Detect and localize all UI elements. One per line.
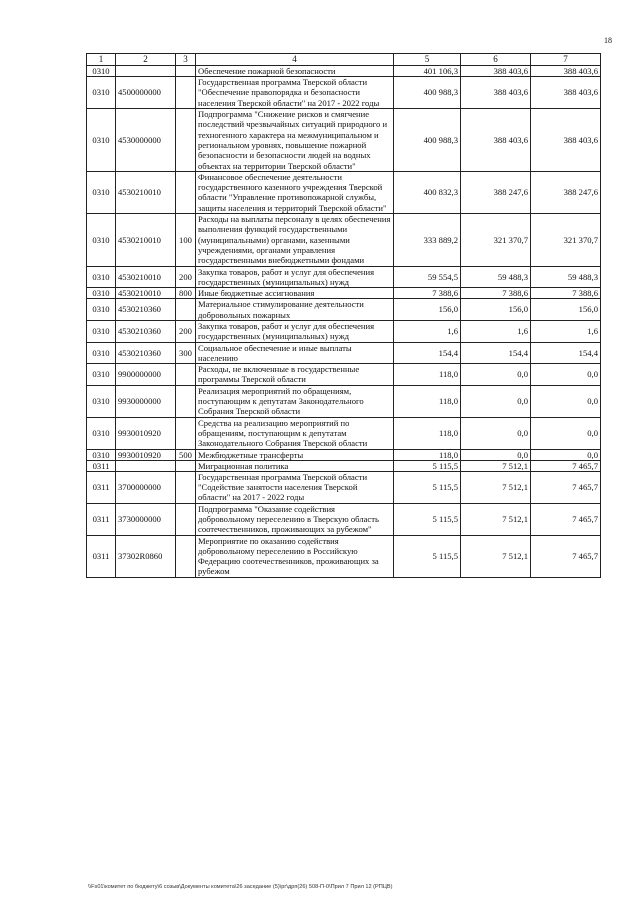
cell-section-code: 0310 (87, 449, 116, 460)
cell-name: Расходы, не включенные в государственные программы Тверской области (196, 364, 394, 386)
cell-amount-col6: 0,0 (461, 449, 531, 460)
cell-amount-col7: 388 403,6 (531, 66, 601, 77)
col-header-1: 1 (87, 54, 116, 66)
cell-section-code: 0310 (87, 299, 116, 321)
cell-expense-type: 800 (176, 288, 196, 299)
cell-amount-col6: 7 512,1 (461, 460, 531, 471)
cell-expense-type (176, 460, 196, 471)
table-row (87, 266, 601, 288)
cell-amount-col6: 388 403,6 (461, 66, 531, 77)
cell-amount-col7: 154,4 (531, 342, 601, 364)
cell-section-code: 0310 (87, 417, 116, 449)
cell-expense-type (176, 66, 196, 77)
cell-section-code: 0310 (87, 171, 116, 213)
cell-amount-col6: 7 512,1 (461, 471, 531, 503)
cell-amount-col7: 388 403,6 (531, 77, 601, 109)
table-row (87, 320, 601, 342)
cell-target-article: 4530210360 (116, 299, 176, 321)
cell-name: Государственная программа Тверской области "Обеспечение правопорядка и безопасности населения Тверской области" на 2017 - 2022 годы (196, 77, 394, 109)
cell-target-article (116, 66, 176, 77)
cell-amount-col7: 388 403,6 (531, 108, 601, 171)
table-row (87, 214, 601, 267)
cell-target-article: 9930000000 (116, 385, 176, 417)
cell-amount-col7: 0,0 (531, 417, 601, 449)
cell-target-article: 3700000000 (116, 471, 176, 503)
cell-target-article: 9930010920 (116, 449, 176, 460)
cell-name: Иные бюджетные ассигнования (196, 288, 394, 299)
cell-expense-type (176, 471, 196, 503)
budget-table (86, 53, 601, 578)
cell-expense-type (176, 299, 196, 321)
cell-amount-col5: 5 115,5 (394, 503, 461, 535)
cell-expense-type (176, 417, 196, 449)
cell-target-article: 4530210010 (116, 288, 176, 299)
cell-amount-col6: 59 488,3 (461, 266, 531, 288)
cell-section-code: 0310 (87, 77, 116, 109)
cell-amount-col6: 1,6 (461, 320, 531, 342)
table-row (87, 449, 601, 460)
cell-amount-col5: 1,6 (394, 320, 461, 342)
cell-amount-col6: 7 512,1 (461, 503, 531, 535)
cell-expense-type: 500 (176, 449, 196, 460)
cell-amount-col6: 0,0 (461, 417, 531, 449)
table-row (87, 299, 601, 321)
cell-amount-col7: 388 247,6 (531, 171, 601, 213)
cell-name: Закупка товаров, работ и услуг для обеспечения государственных (муниципальных) нужд (196, 320, 394, 342)
cell-expense-type: 300 (176, 342, 196, 364)
cell-name: Подпрограмма "Снижение рисков и смягчение последствий чрезвычайных ситуаций природного и техногенного характера на межмуниципальном и региональном уровнях, повышение пожарной безопасности и безопасности людей на водных объектах на территории Тверской области" (196, 108, 394, 171)
cell-target-article (116, 460, 176, 471)
cell-amount-col7: 0,0 (531, 364, 601, 386)
cell-section-code: 0310 (87, 66, 116, 77)
cell-amount-col5: 156,0 (394, 299, 461, 321)
cell-amount-col7: 7 465,7 (531, 503, 601, 535)
cell-target-article: 9930010920 (116, 417, 176, 449)
cell-expense-type (176, 77, 196, 109)
cell-amount-col6: 156,0 (461, 299, 531, 321)
cell-amount-col7: 7 388,6 (531, 288, 601, 299)
table-body (87, 66, 601, 578)
cell-amount-col5: 400 988,3 (394, 77, 461, 109)
cell-name: Реализация мероприятий по обращениям, поступающим к депутатам Законодательного Собрания Тверской области (196, 385, 394, 417)
cell-amount-col6: 0,0 (461, 385, 531, 417)
table-row (87, 288, 601, 299)
table-row (87, 342, 601, 364)
cell-expense-type (176, 171, 196, 213)
cell-amount-col5: 7 388,6 (394, 288, 461, 299)
cell-name: Финансовое обеспечение деятельности государственного казенного учреждения Тверской области "Управление противопожарной службы, защиты населения и территорий Тверской области" (196, 171, 394, 213)
cell-amount-col5: 118,0 (394, 364, 461, 386)
cell-amount-col6: 388 403,6 (461, 108, 531, 171)
cell-amount-col7: 7 465,7 (531, 460, 601, 471)
cell-amount-col6: 321 370,7 (461, 214, 531, 267)
cell-target-article: 3730000000 (116, 503, 176, 535)
cell-amount-col6: 154,4 (461, 342, 531, 364)
cell-name: Закупка товаров, работ и услуг для обеспечения государственных (муниципальных) нужд (196, 266, 394, 288)
cell-target-article: 4500000000 (116, 77, 176, 109)
cell-amount-col7: 7 465,7 (531, 471, 601, 503)
cell-name: Средства на реализацию мероприятий по обращениям, поступающим к депутатам Законодательного Собрания Тверской области (196, 417, 394, 449)
col-header-3: 3 (176, 54, 196, 66)
table-row (87, 471, 601, 503)
cell-section-code: 0311 (87, 471, 116, 503)
cell-amount-col7: 0,0 (531, 449, 601, 460)
cell-amount-col5: 5 115,5 (394, 460, 461, 471)
cell-amount-col5: 5 115,5 (394, 535, 461, 577)
cell-target-article: 4530210010 (116, 214, 176, 267)
cell-target-article: 4530000000 (116, 108, 176, 171)
cell-amount-col5: 118,0 (394, 449, 461, 460)
table-row (87, 66, 601, 77)
cell-expense-type (176, 108, 196, 171)
cell-name: Обеспечение пожарной безопасности (196, 66, 394, 77)
cell-amount-col5: 400 832,3 (394, 171, 461, 213)
col-header-2: 2 (116, 54, 176, 66)
cell-expense-type: 100 (176, 214, 196, 267)
cell-amount-col5: 59 554,5 (394, 266, 461, 288)
cell-name: Мероприятие по оказанию содействия добровольному переселению в Российскую Федерацию соотечественников, проживающих за рубежом (196, 535, 394, 577)
cell-section-code: 0310 (87, 342, 116, 364)
cell-amount-col7: 0,0 (531, 385, 601, 417)
cell-expense-type: 200 (176, 266, 196, 288)
cell-amount-col6: 388 247,6 (461, 171, 531, 213)
cell-amount-col6: 0,0 (461, 364, 531, 386)
footer-file-path: \\Fs01\комитет по бюджету\6 созыв\Документы комитета\26 заседание (5)\рг\дрп(26) 508-П-0\Прил 7 Прил 12 (РПЦВ) (88, 884, 393, 890)
table-row (87, 385, 601, 417)
cell-target-article: 4530210010 (116, 171, 176, 213)
cell-expense-type (176, 385, 196, 417)
cell-section-code: 0310 (87, 214, 116, 267)
cell-section-code: 0311 (87, 503, 116, 535)
table-row (87, 417, 601, 449)
header-row (87, 54, 601, 66)
cell-amount-col5: 5 115,5 (394, 471, 461, 503)
cell-name: Государственная программа Тверской области "Содействие занятости населения Тверской области" на 2017 - 2022 годы (196, 471, 394, 503)
cell-name: Межбюджетные трансферты (196, 449, 394, 460)
cell-section-code: 0310 (87, 288, 116, 299)
table-row (87, 460, 601, 471)
cell-section-code: 0310 (87, 320, 116, 342)
cell-target-article: 4530210360 (116, 320, 176, 342)
cell-expense-type (176, 364, 196, 386)
cell-name: Социальное обеспечение и иные выплаты населению (196, 342, 394, 364)
cell-section-code: 0311 (87, 460, 116, 471)
col-header-6: 6 (461, 54, 531, 66)
cell-expense-type: 200 (176, 320, 196, 342)
cell-amount-col5: 333 889,2 (394, 214, 461, 267)
cell-target-article: 37302R0860 (116, 535, 176, 577)
table-row (87, 364, 601, 386)
table-row (87, 77, 601, 109)
cell-amount-col6: 388 403,6 (461, 77, 531, 109)
cell-target-article: 9900000000 (116, 364, 176, 386)
cell-section-code: 0310 (87, 385, 116, 417)
cell-amount-col5: 154,4 (394, 342, 461, 364)
cell-expense-type (176, 535, 196, 577)
cell-amount-col6: 7 512,1 (461, 535, 531, 577)
cell-section-code: 0310 (87, 108, 116, 171)
cell-amount-col7: 7 465,7 (531, 535, 601, 577)
cell-amount-col7: 156,0 (531, 299, 601, 321)
cell-amount-col5: 401 106,3 (394, 66, 461, 77)
col-header-7: 7 (531, 54, 601, 66)
table-row (87, 171, 601, 213)
cell-section-code: 0311 (87, 535, 116, 577)
cell-amount-col7: 59 488,3 (531, 266, 601, 288)
cell-amount-col5: 118,0 (394, 417, 461, 449)
col-header-5: 5 (394, 54, 461, 66)
cell-name: Расходы на выплаты персоналу в целях обеспечения выполнения функций государственными (муниципальными) органами, казенными учреждениями, органами управления государственными внебюджетными фондами (196, 214, 394, 267)
table-row (87, 108, 601, 171)
cell-target-article: 4530210360 (116, 342, 176, 364)
cell-target-article: 4530210010 (116, 266, 176, 288)
cell-section-code: 0310 (87, 364, 116, 386)
cell-name: Подпрограмма "Оказание содействия добровольному переселению в Тверскую область соотечественников, проживающих за рубежом" (196, 503, 394, 535)
table-row (87, 535, 601, 577)
cell-section-code: 0310 (87, 266, 116, 288)
cell-expense-type (176, 503, 196, 535)
cell-amount-col7: 321 370,7 (531, 214, 601, 267)
cell-name: Материальное стимулирование деятельности добровольных пожарных (196, 299, 394, 321)
cell-amount-col7: 1,6 (531, 320, 601, 342)
cell-amount-col5: 118,0 (394, 385, 461, 417)
table-row (87, 503, 601, 535)
cell-amount-col6: 7 388,6 (461, 288, 531, 299)
cell-name: Миграционная политика (196, 460, 394, 471)
page-number: 18 (604, 36, 612, 45)
cell-amount-col5: 400 988,3 (394, 108, 461, 171)
col-header-4: 4 (196, 54, 394, 66)
